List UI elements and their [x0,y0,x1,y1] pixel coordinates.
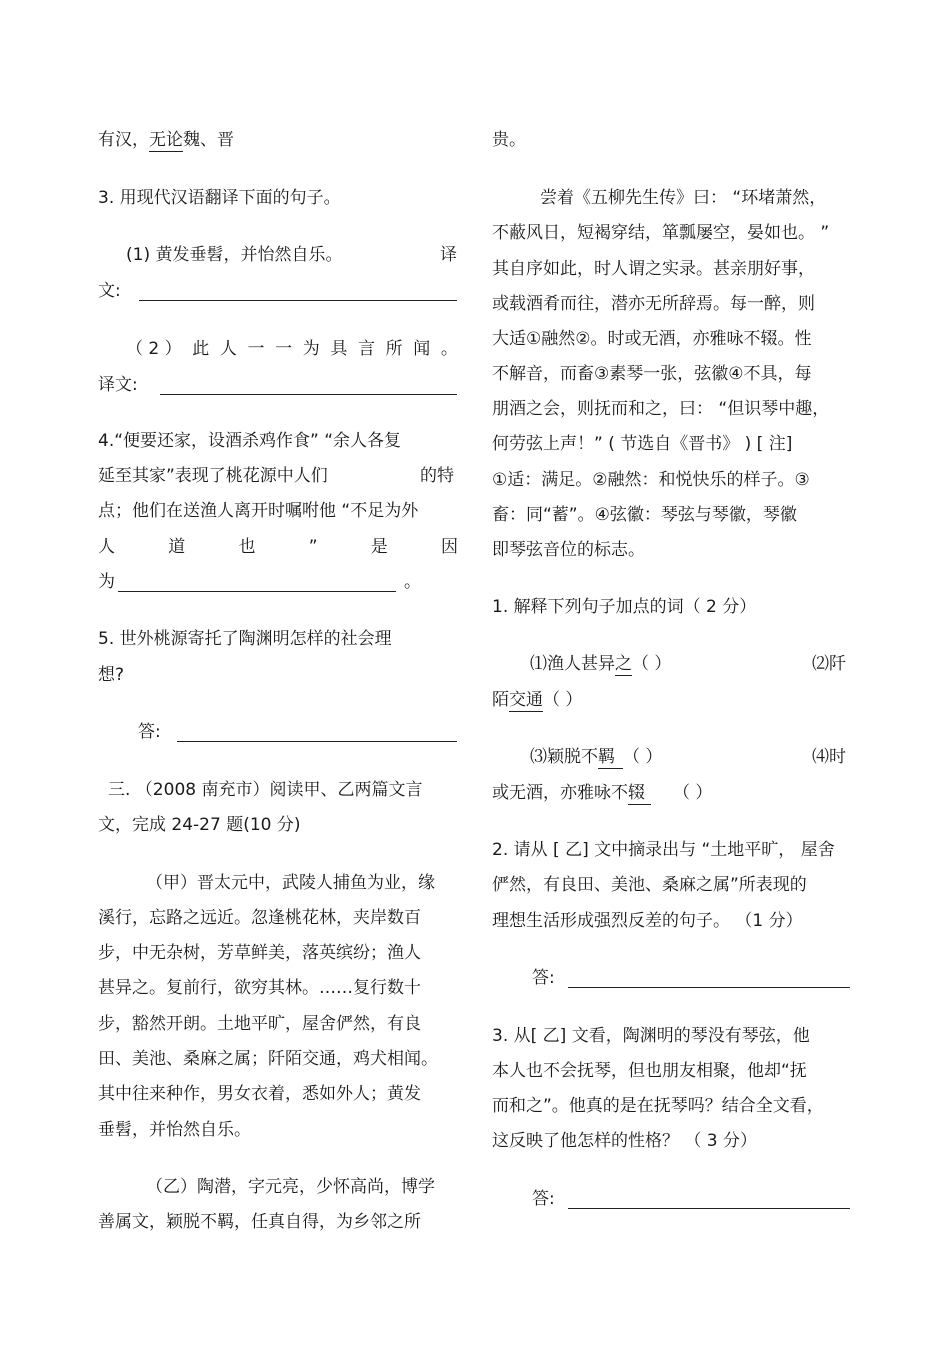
answer-line[interactable] [160,394,457,395]
answer-line[interactable] [568,987,850,988]
passage-yi-line: 尝着《五柳先生传》曰： “环堵萧然， [540,188,827,208]
passage-jia-line: 步，豁然开朗。土地平旷，屋舍俨然，有良 [98,1014,421,1034]
char: 人 [219,339,237,359]
answer-line[interactable] [139,300,457,301]
passage-yi-line: 朋酒之会，则抚而和之，曰： “但识琴中趣， [492,399,830,419]
question-2-line: 理想生活形成强烈反差的句子。 （1 分） [492,911,803,931]
answer-label: 答: [532,1189,555,1209]
answer-line[interactable] [568,1208,850,1209]
char: 一 [275,339,293,359]
passage-jia-line: 溪行，忘路之远近。忽逢桃花林，夹岸数百 [98,908,421,928]
question-1-item-2-cont [492,692,582,709]
question-4-line: 的特 [420,466,454,486]
section-3-heading: 三. （2008 南充市）阅读甲、乙两篇文言 [108,780,423,800]
char: 此 [192,339,210,359]
text-segment: ⑶颖脱不 [530,747,598,767]
question-3-line: 本人也不会抚琴，但也朋友相聚，他却“抚 [492,1061,807,1081]
answer-label: 答: [532,968,555,988]
question-4-end: 。 [404,572,421,592]
question-4-line: 4.“便要还家，设酒杀鸡作食” “余人各复 [98,431,402,451]
answer-line[interactable] [177,741,457,742]
underlined-word: 羁 [598,747,623,769]
char: 人 [98,537,115,557]
passage-jia-line: 其中往来种作，男女衣着，悉如外人；黄发 [98,1084,421,1104]
question-3-title: 3. 用现代汉语翻译下面的句子。 [98,188,341,208]
question-4-line: 为 [98,572,115,592]
answer-blank[interactable]: （ ） [632,654,672,674]
underlined-word: 交通 [509,690,543,710]
question-2-line: 2. 请从 [ 乙] 文中摘录出与 “土地平旷， 屋舍 [492,840,835,860]
question-1-title: 1. 解释下列句子加点的词（ 2 分） [492,597,757,617]
char: 也 [238,537,256,557]
answer-blank[interactable]: （ ） [623,747,663,767]
passage-jia-line: 步，中无杂树，芳草鲜美，落英缤纷；渔人 [98,943,421,963]
passage-yi-line: 其自序如此，时人谓之实录。甚亲朋好事， [492,259,815,279]
question-3-2-text [126,341,458,358]
char: 所 [385,339,403,359]
passage-yi-line: 不解音，而畜③素琴一张，弦徽④不具，每 [492,364,812,384]
char: 为 [302,339,320,359]
question-1-item-4-cont [492,785,712,802]
char: 因 [440,537,458,557]
annotation-line: ①适：满足。②融然：和悦快乐的样子。③ [492,470,810,490]
question-3-line: 3. 从[ 乙] 文看，陶渊明的琴没有琴弦，他 [492,1026,810,1046]
question-2-line: 俨然，有良田、美池、桑麻之属”所表现的 [492,875,807,895]
section-3-heading: 文，完成 24-27 题(10 分) [98,815,301,835]
answer-blank[interactable]: （ ） [673,783,713,803]
underlined-word: 无论 [149,130,183,150]
passage-yi-line: 或载酒肴而往，潜亦无所辞焉。每一醉，则 [492,294,815,314]
passage-yi-line: 何劳弦上声！” ( 节选自《晋书》 ) [ 注] [492,434,793,454]
passage-jia-line: （甲）晋太元中，武陵人捕鱼为业，缘 [146,873,435,893]
question-3-1-wen-label: 文: [98,281,121,301]
text-line [98,132,234,149]
question-3-1-text: (1) 黄发垂髫，并怡然自乐。 [126,245,343,265]
char: 闻 [413,339,431,359]
text-segment: 有汉， [98,130,149,150]
question-1-item-4: ⑷时 [812,747,846,767]
question-3-2-yiwen-label: 译文: [98,375,138,395]
question-3-1-yi: 译 [440,245,457,265]
question-3-line: 而和之”。他真的是在抚琴吗？结合全文看， [492,1096,824,1116]
char: 道 [168,537,186,557]
char: 。 [440,339,458,359]
passage-yi-line: 贵。 [492,130,526,150]
char: 是 [370,537,388,557]
text-segment: 或无酒，亦雅咏不 [492,783,628,803]
question-1-item-2: ⑵阡 [812,654,846,674]
answer-line[interactable] [118,591,396,592]
text-segment: ⑴渔人甚异 [530,654,615,674]
answer-label: 答: [138,722,161,742]
answer-blank[interactable]: （ ） [543,690,583,710]
question-3-line: 这反映了他怎样的性格？ （ 3 分） [492,1131,758,1151]
char: ” [308,537,318,557]
passage-yi-line: 大适①融然②。时或无酒，亦雅咏不辍。性 [492,329,812,349]
text-segment: 魏、晋 [183,130,234,150]
question-4-line: 点；他们在送渔人离开时嘱咐他 “不足为外 [98,501,419,521]
question-1-item-3 [530,749,662,766]
passage-jia-line: 甚异之。复前行，欲穷其林。……复行数十 [98,978,421,998]
passage-yi-line: 善属文，颖脱不羁，任真自得，为乡邻之所 [98,1212,421,1232]
annotation-line: 畜：同“蓄”。④弦徽：琴弦与琴徽，琴徽 [492,505,797,525]
passage-jia-line: 田、美池、桑麻之属；阡陌交通，鸡犬相闻。 [98,1049,438,1069]
question-4-line: 延至其家”表现了桃花源中人们 [98,466,328,486]
char: 具 [330,339,348,359]
question-4-line [98,539,458,556]
annotation-line: 即琴弦音位的标志。 [492,540,645,560]
char: （ 2 ） [126,339,182,359]
passage-yi-line: （乙）陶潜，字元亮，少怀高尚，博学 [146,1177,435,1197]
char: 一 [247,339,265,359]
question-1-item-1 [530,656,671,673]
question-5-line: 想? [98,665,125,685]
underlined-word: 辍 [628,783,651,805]
passage-yi-line: 不蔽风日，短褐穿结，箪瓢屡空，晏如也。 ” [492,223,830,243]
char: 言 [358,339,375,359]
text-segment: 陌 [492,690,509,710]
question-5-line: 5. 世外桃源寄托了陶渊明怎样的社会理 [98,629,392,649]
passage-jia-line: 垂髫，并怡然自乐。 [98,1120,251,1140]
underlined-word: 之 [615,654,632,674]
